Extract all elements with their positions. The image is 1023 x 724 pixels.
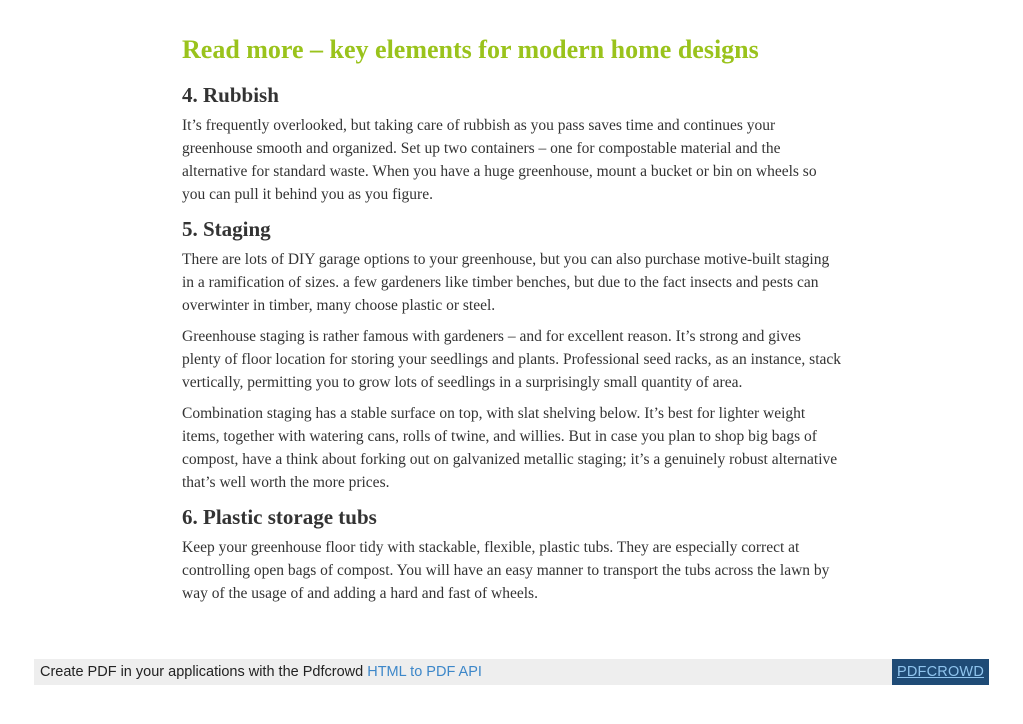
pdfcrowd-footer xyxy=(34,659,989,685)
section-paragraph: It’s frequently overlooked, but taking care of rubbish as you pass saves time and continues your greenhouse smooth and organized. Set up two containers – one for compostable material and the alternative for standard waste. When you have a huge greenhouse, mount a bucket or bin on wheels so you can pull it behind you as you figure. xyxy=(182,117,817,203)
pdfcrowd-badge-link[interactable]: PDFCROWD xyxy=(892,659,989,685)
section-heading-rubbish: 4. Rubbish xyxy=(182,83,279,107)
section-rubbish xyxy=(182,80,842,206)
section-heading-plastic-storage-tubs: 6. Plastic storage tubs xyxy=(182,505,377,529)
section-paragraph: There are lots of DIY garage options to your greenhouse, but you can also purchase motive-built staging in a ramification of sizes. a few gardeners like timber benches, but due to the fact insects and pests can overwinter in timber, many choose plastic or steel. xyxy=(182,251,830,314)
section-staging xyxy=(182,214,842,494)
footer-caption: Create PDF in your applications with the Pdfcrowd xyxy=(40,664,368,680)
section-paragraph: Combination staging has a stable surface on top, with slat shelving below. It’s best for lighter weight items, together with watering cans, rolls of twine, and willies. But in case you plan to shop big bags of compost, have a think about forking out on galvanized metallic staging; it’s a genuinely robust alternative that’s well worth the more prices. xyxy=(182,405,838,491)
section-plastic-storage-tubs xyxy=(182,502,842,605)
section-paragraph: Keep your greenhouse floor tidy with stackable, flexible, plastic tubs. They are especially correct at controlling open bags of compost. You will have an easy manner to transport the tubs across the lawn by way of the usage of and adding a hard and fast of wheels. xyxy=(182,539,830,602)
footer-text xyxy=(40,659,482,685)
article-content xyxy=(182,30,842,613)
read-more-link[interactable]: Read more – key elements for modern home designs xyxy=(182,35,759,64)
html-to-pdf-api-link[interactable]: HTML to PDF API xyxy=(367,664,482,680)
section-paragraph: Greenhouse staging is rather famous with gardeners – and for excellent reason. It’s strong and gives plenty of floor location for storing your seedlings and plants. Professional seed racks, as an instance, stack vertically, permitting you to grow lots of seedlings in a surprisingly small quantity of area. xyxy=(182,328,842,391)
section-heading-staging: 5. Staging xyxy=(182,217,271,241)
